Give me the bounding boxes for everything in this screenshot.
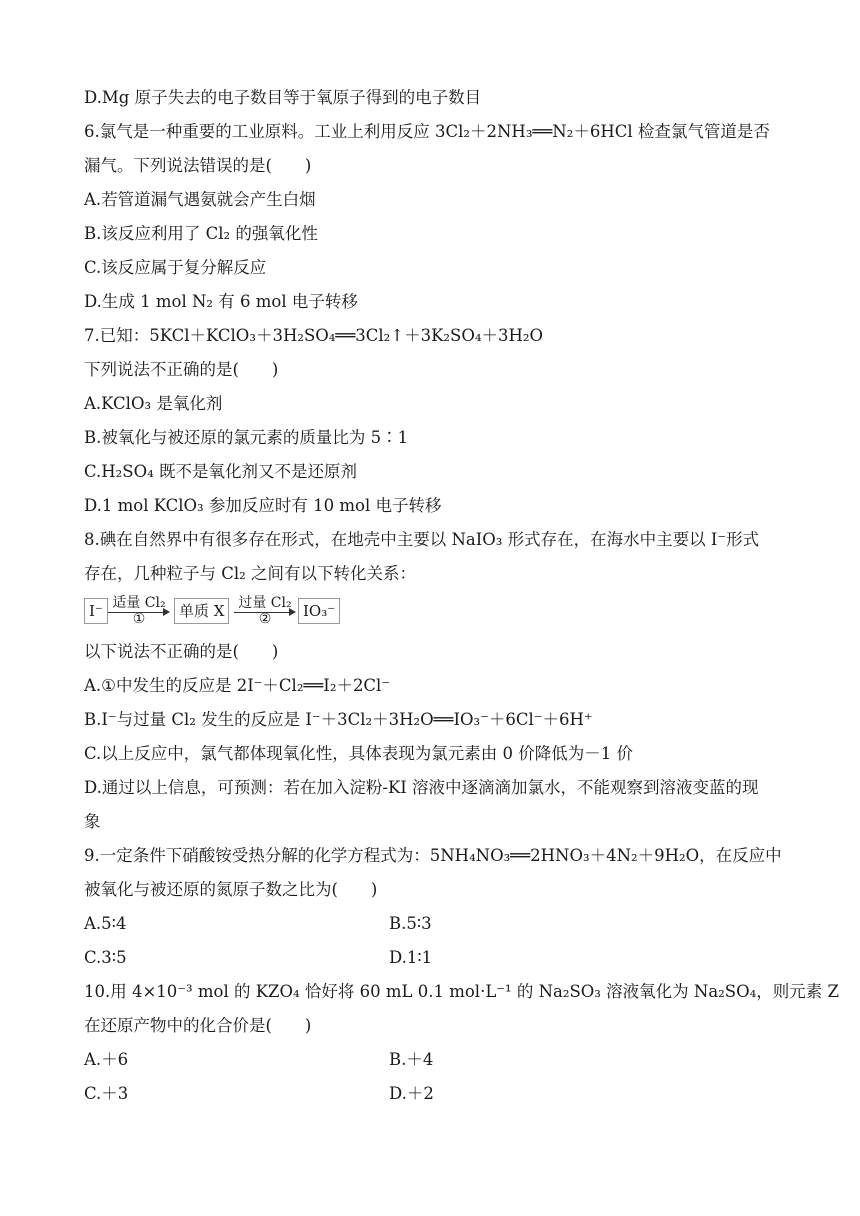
q10-option-b: B.＋4 [389, 1050, 434, 1069]
q7-option-c: C.H₂SO₄ 既不是氧化剂又不是还原剂 [84, 462, 357, 481]
q6-option-a: A.若管道漏气遇氨就会产生白烟 [84, 190, 316, 209]
flow-arrow-2-label: 过量 Cl₂ [238, 595, 292, 611]
q9-option-d: D.1∶1 [389, 948, 433, 967]
q6-option-b: B.该反应利用了 Cl₂ 的强氧化性 [84, 224, 318, 243]
flow-arrow-2-step: ② [258, 611, 272, 627]
q7-stem-line2: 下列说法不正确的是( ) [84, 360, 279, 379]
q9-option-c: C.3∶5 [84, 948, 127, 967]
q8-conversion-diagram [84, 594, 384, 628]
q10-stem-line2: 在还原产物中的化合价是( ) [84, 1016, 312, 1035]
q8-option-a: A.①中发生的反应是 2I⁻＋Cl₂══I₂＋2Cl⁻ [84, 676, 391, 695]
q9-option-b: B.5∶3 [389, 914, 432, 933]
q8-option-b: B.I⁻与过量 Cl₂ 发生的反应是 I⁻＋3Cl₂＋3H₂O══IO₃⁻＋6Cl⁻＋6H⁺ [84, 710, 593, 729]
q8-stem-line3: 以下说法不正确的是( ) [84, 642, 279, 661]
flow-arrow-1-step: ① [132, 611, 146, 627]
q7-option-d: D.1 mol KClO₃ 参加反应时有 10 mol 电子转移 [84, 496, 442, 515]
q6-stem-line1: 6.氯气是一种重要的工业原料。工业上利用反应 3Cl₂＋2NH₃══N₂＋6HCl 检查氯气管道是否 [84, 122, 770, 141]
q5-option-d: D.Mg 原子失去的电子数目等于氧原子得到的电子数目 [84, 88, 482, 107]
q9-stem-line1: 9.一定条件下硝酸铵受热分解的化学方程式为：5NH₄NO₃══2HNO₃＋4N₂＋9H₂O，在反应中 [84, 846, 782, 865]
q7-stem-line1: 7.已知：5KCl＋KClO₃＋3H₂SO₄══3Cl₂↑＋3K₂SO₄＋3H₂O [84, 326, 544, 345]
q8-option-d-line1: D.通过以上信息，可预测：若在加入淀粉-KI 溶液中逐滴滴加氯水，不能观察到溶液变蓝的现 [84, 778, 759, 797]
flow-end-box: IO₃⁻ [298, 598, 340, 624]
q10-stem-line1: 10.用 4×10⁻³ mol 的 KZO₄ 恰好将 60 mL 0.1 mol·L⁻¹ 的 Na₂SO₃ 溶液氧化为 Na₂SO₄，则元素 Z [84, 982, 839, 1001]
flow-arrow-1-label: 适量 Cl₂ [112, 595, 166, 611]
q8-stem-line1: 8.碘在自然界中有很多存在形式，在地壳中主要以 NaIO₃ 形式存在，在海水中主要以 I⁻形式 [84, 530, 760, 549]
flow-start-box: I⁻ [84, 598, 108, 624]
q6-option-c: C.该反应属于复分解反应 [84, 258, 267, 277]
flow-arrow-2 [234, 594, 296, 628]
q7-option-b: B.被氧化与被还原的氯元素的质量比为 5∶1 [84, 428, 409, 447]
q8-stem-line2: 存在，几种粒子与 Cl₂ 之间有以下转化关系： [84, 564, 417, 583]
flow-mid-box: 单质 X [174, 598, 229, 624]
q6-stem-line2: 漏气。下列说法错误的是( ) [84, 156, 312, 175]
q10-option-d: D.＋2 [389, 1084, 434, 1103]
q8-option-d-line2: 象 [84, 812, 101, 831]
q6-option-d: D.生成 1 mol N₂ 有 6 mol 电子转移 [84, 292, 358, 311]
q8-option-c: C.以上反应中，氯气都体现氧化性，具体表现为氯元素由 0 价降低为－1 价 [84, 744, 634, 763]
q10-option-c: C.＋3 [84, 1084, 129, 1103]
q7-option-a: A.KClO₃ 是氧化剂 [84, 394, 223, 413]
q10-option-a: A.＋6 [84, 1050, 129, 1069]
q9-option-a: A.5∶4 [84, 914, 127, 933]
flow-arrow-1 [108, 594, 170, 628]
q9-stem-line2: 被氧化与被还原的氮原子数之比为( ) [84, 880, 378, 899]
